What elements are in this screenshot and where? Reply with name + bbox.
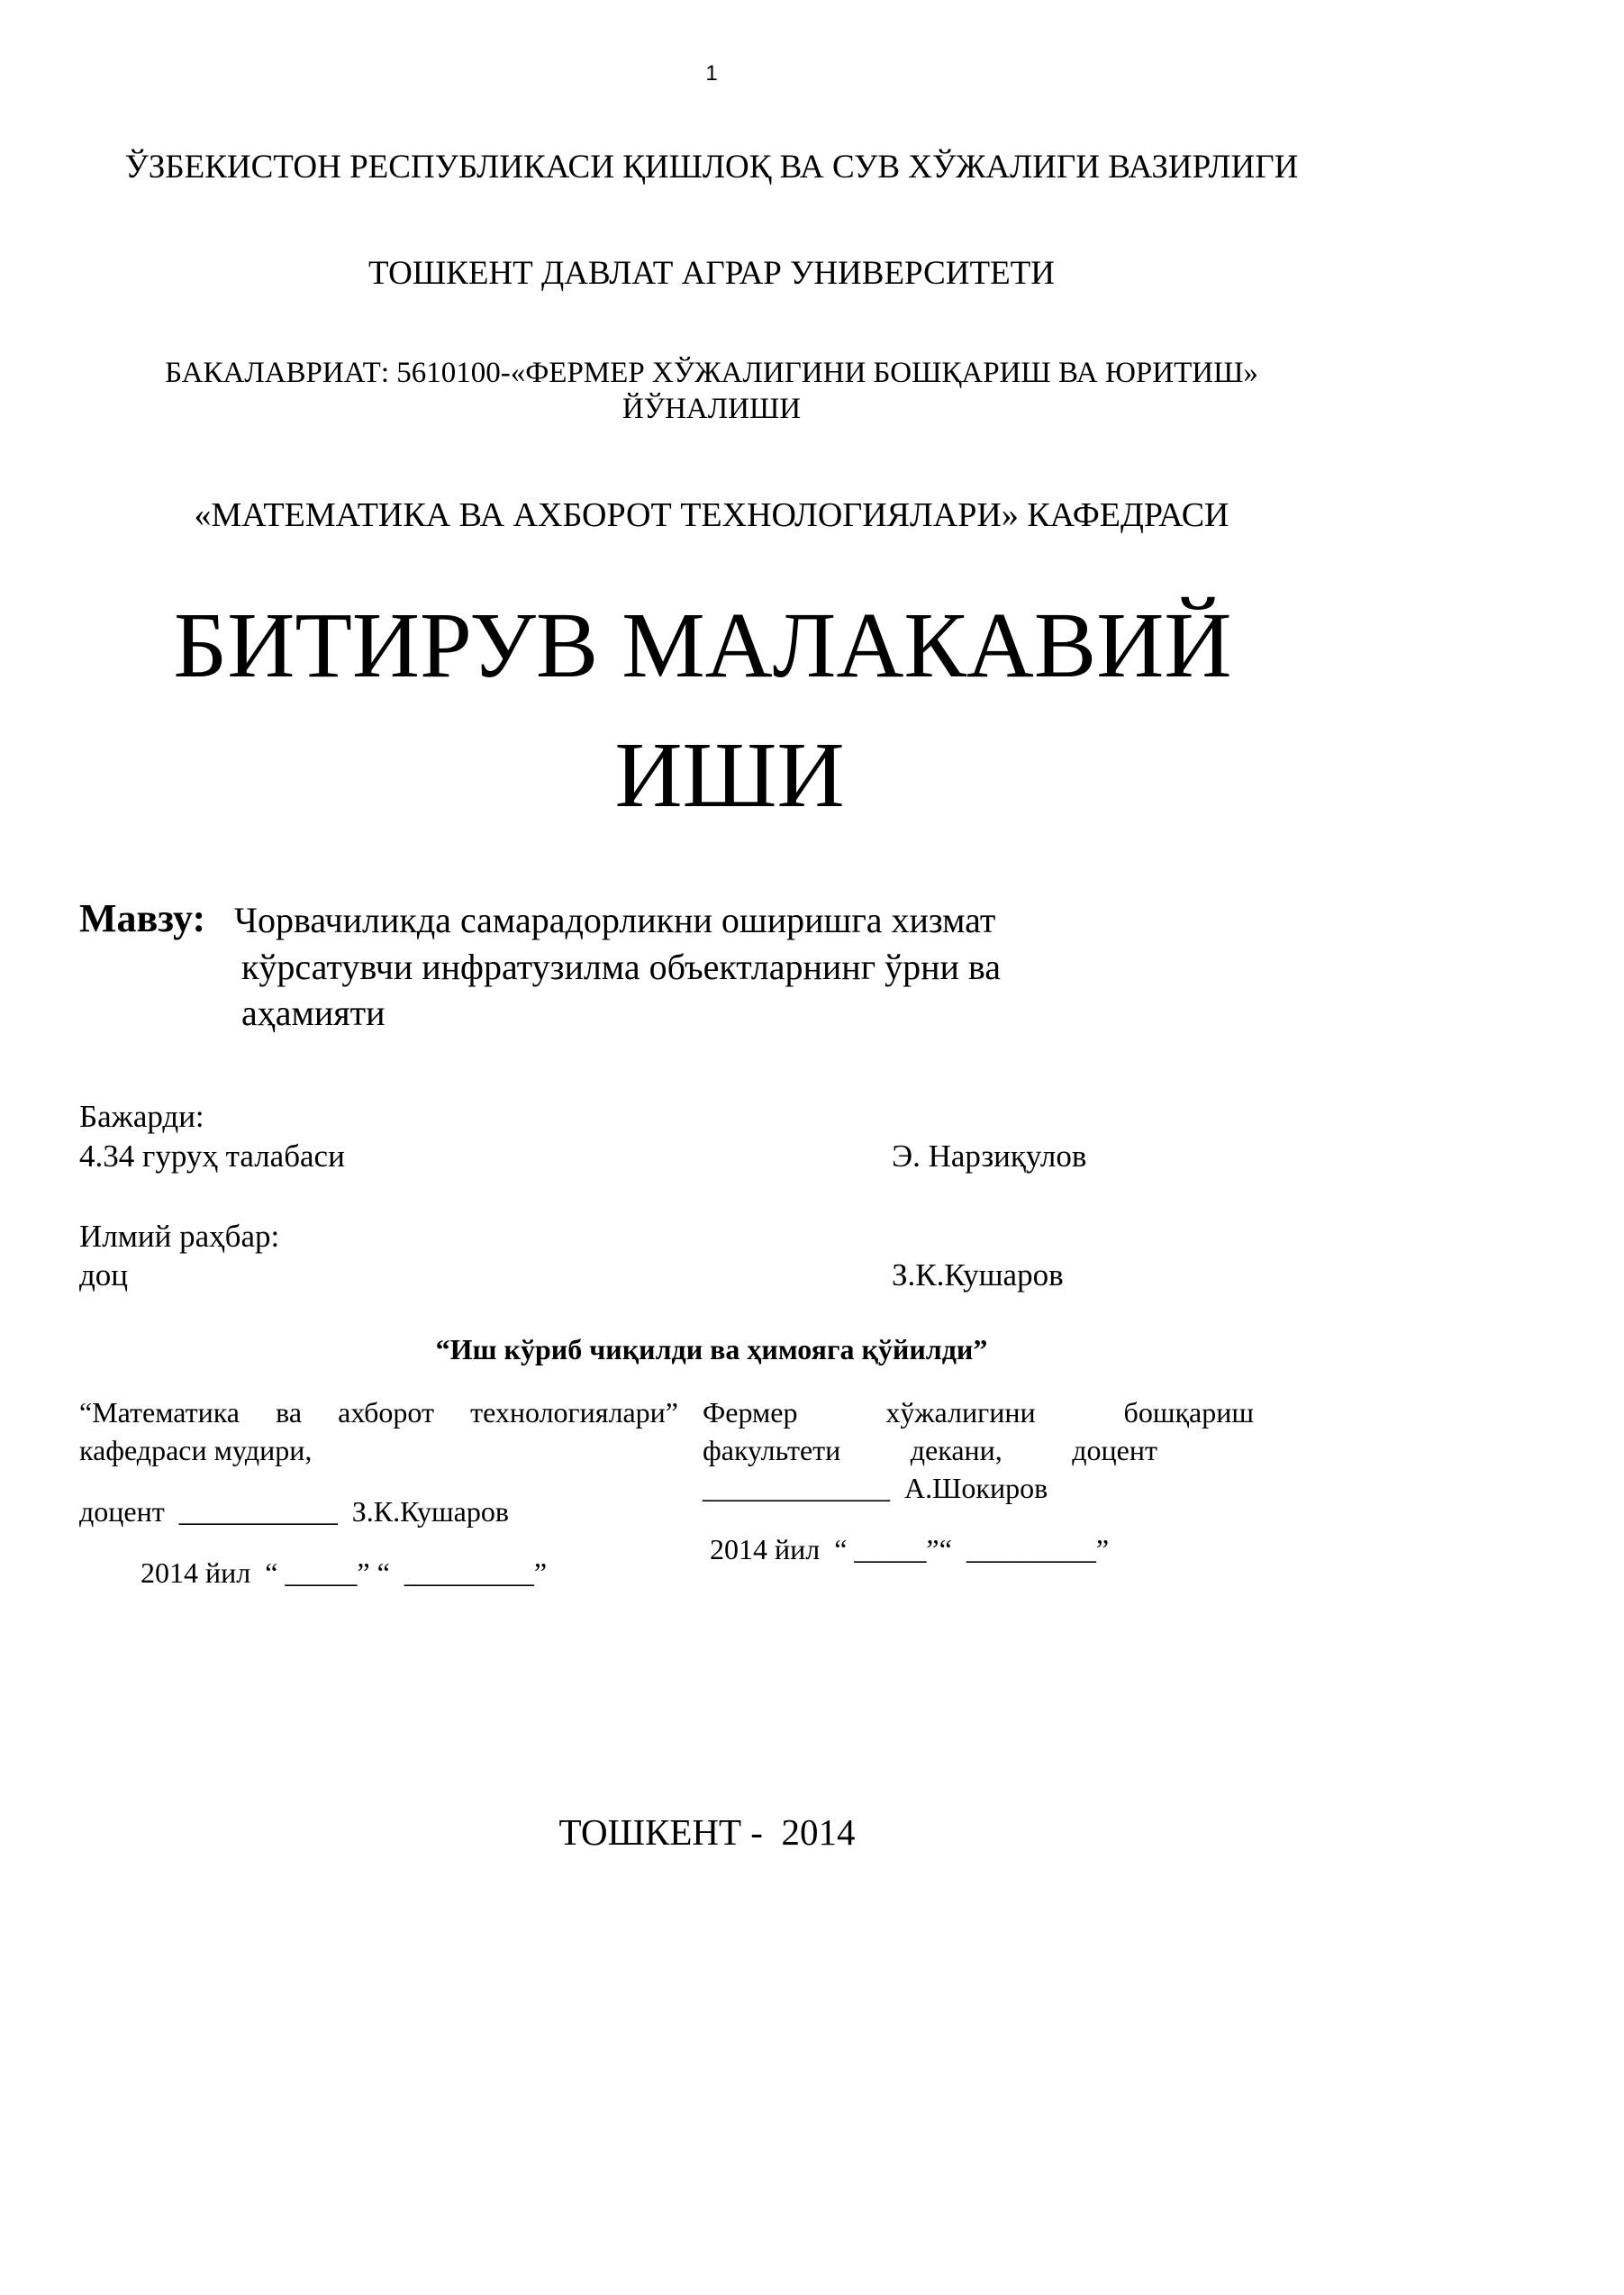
document-title-line-1: БИТИРУВ МАЛАКАВИЙ [173, 594, 1232, 697]
right-signature-word: доцент [1072, 1434, 1157, 1466]
left-signature-word: ахборот [338, 1396, 434, 1429]
topic-line-3: аҳамияти [241, 993, 386, 1033]
right-signature-word: Фермер [703, 1396, 798, 1429]
performed-by-label: Бажарди: [79, 1099, 204, 1134]
document-title-line-2: ИШИ [614, 723, 845, 827]
right-signature-word: декани, [910, 1434, 1003, 1466]
topic-line-2: кўрсатувчи инфратузилма объектларнинг ўрни ва [241, 947, 1002, 987]
topic-label: Мавзу: [79, 896, 206, 940]
right-signature-line-1 [703, 1396, 1254, 1429]
left-signature-line-2: кафедраси мудири, [79, 1434, 313, 1466]
program-line-2: ЙЎНАЛИШИ [621, 393, 802, 425]
advisor-position: доц [79, 1257, 129, 1293]
left-signature-date: 2014 йил “ _____” “ _________” [141, 1556, 548, 1589]
department-heading: «МАТЕМАТИКА ВА АХБОРОТ ТЕХНОЛОГИЯЛАРИ» КАФЕДРАСИ [194, 496, 1229, 534]
page-number: 1 [705, 61, 718, 86]
right-signature-date: 2014 йил “ _____”“ _________” [710, 1533, 1110, 1565]
student-group: 4.34 гуруҳ талабаси [79, 1138, 345, 1174]
left-signature-line-1 [79, 1396, 678, 1429]
student-name: Э. Нарзиқулов [892, 1138, 1087, 1174]
topic-line-1: Чорвачиликда самарадорликни оширишга хизмат [234, 900, 996, 940]
left-signature-line-3: доцент ___________ З.К.Кушаров [79, 1495, 509, 1528]
ministry-heading: ЎЗБЕКИСТОН РЕСПУБЛИКАСИ ҚИШЛОҚ ВА СУВ ХЎЖАЛИГИ ВАЗИРЛИГИ [124, 149, 1299, 186]
right-signature-line-2 [703, 1434, 1157, 1467]
approval-statement: “Иш кўриб чиқилди ва ҳимояга қўйилди” [435, 1333, 988, 1365]
right-signature-word: бошқариш [1123, 1396, 1254, 1429]
advisor-name: З.К.Кушаров [892, 1257, 1064, 1293]
left-signature-word: технологиялари” [470, 1396, 678, 1429]
left-signature-word: “Математика [79, 1396, 240, 1429]
right-signature-word: хўжалигини [885, 1396, 1036, 1429]
city-year: ТОШКЕНТ - 2014 [558, 1811, 856, 1853]
left-signature-word: ва [276, 1396, 303, 1429]
university-heading: ТОШКЕНТ ДАВЛАТ АГРАР УНИВЕРСИТЕТИ [367, 255, 1056, 292]
program-line-1: БАКАЛАВРИАТ: 5610100-«ФЕРМЕР ХЎЖАЛИГИНИ БОШҚАРИШ ВА ЮРИТИШ» [165, 357, 1258, 389]
advisor-label: Илмий раҳбар: [79, 1219, 280, 1254]
right-signature-line-3: _____________ А.Шокиров [703, 1472, 1048, 1504]
right-signature-word: факультети [703, 1434, 841, 1466]
